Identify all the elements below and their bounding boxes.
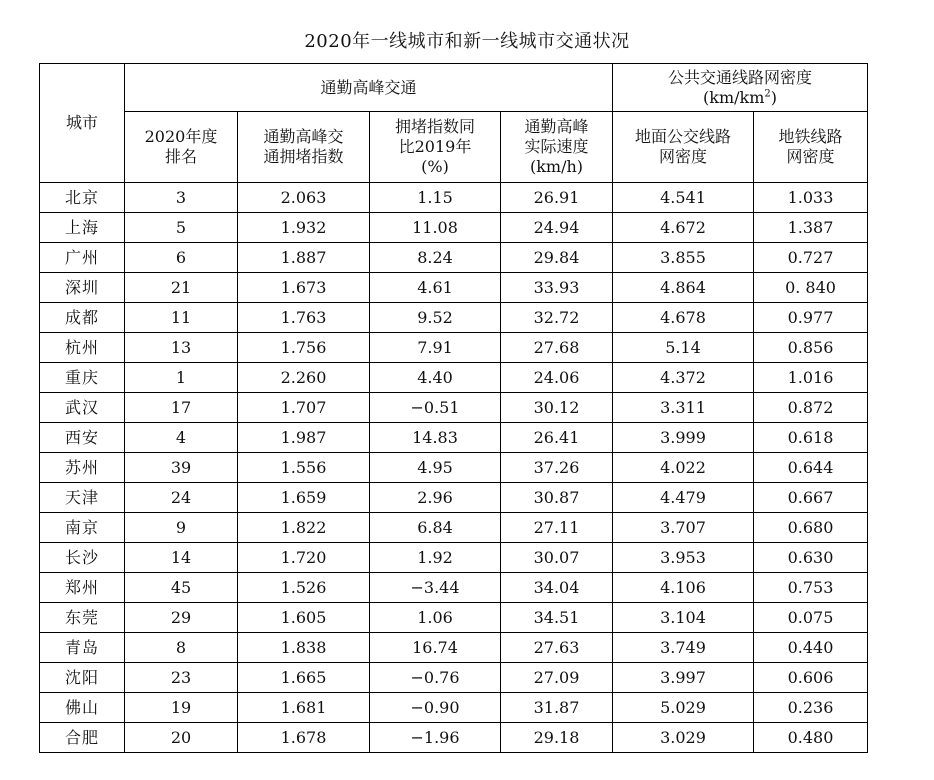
- header-row-columns: [40, 112, 868, 183]
- cell-speed: 34.51: [501, 603, 613, 633]
- cell-metro-density: 1.033: [754, 183, 868, 213]
- cell-bus-density: 4.678: [613, 303, 754, 333]
- header-speed: 通勤高峰 实际速度 (km/h): [501, 112, 613, 183]
- table-title: 2020年一线城市和新一线城市交通状况: [304, 31, 630, 52]
- traffic-table: [39, 63, 868, 753]
- table-row: [40, 303, 868, 333]
- header-metro-density: 地铁线路 网密度: [754, 112, 868, 183]
- header-rank: 2020年度 排名: [125, 112, 238, 183]
- table-row: [40, 633, 868, 663]
- cell-metro-density: 0.075: [754, 603, 868, 633]
- cell-rank: 21: [125, 273, 238, 303]
- cell-yoy-change: 4.61: [370, 273, 501, 303]
- cell-congestion-index: 1.526: [238, 573, 370, 603]
- table-row: [40, 513, 868, 543]
- cell-yoy-change: 6.84: [370, 513, 501, 543]
- cell-congestion-index: 1.673: [238, 273, 370, 303]
- cell-speed: 27.63: [501, 633, 613, 663]
- table-row: [40, 273, 868, 303]
- cell-metro-density: 0.606: [754, 663, 868, 693]
- table-row: [40, 603, 868, 633]
- table-row: [40, 363, 868, 393]
- cell-rank: 14: [125, 543, 238, 573]
- cell-rank: 5: [125, 213, 238, 243]
- cell-speed: 26.91: [501, 183, 613, 213]
- cell-bus-density: 4.672: [613, 213, 754, 243]
- cell-bus-density: 4.479: [613, 483, 754, 513]
- table-row: [40, 423, 868, 453]
- cell-yoy-change: 16.74: [370, 633, 501, 663]
- header-city: 城市: [40, 64, 125, 183]
- cell-city: 长沙: [40, 543, 125, 573]
- cell-bus-density: 4.541: [613, 183, 754, 213]
- cell-bus-density: 4.372: [613, 363, 754, 393]
- cell-metro-density: 0.440: [754, 633, 868, 663]
- table-row: [40, 573, 868, 603]
- cell-metro-density: 0.630: [754, 543, 868, 573]
- cell-rank: 8: [125, 633, 238, 663]
- cell-rank: 45: [125, 573, 238, 603]
- cell-yoy-change: −0.76: [370, 663, 501, 693]
- cell-congestion-index: 1.681: [238, 693, 370, 723]
- cell-bus-density: 3.707: [613, 513, 754, 543]
- cell-speed: 31.87: [501, 693, 613, 723]
- cell-yoy-change: 1.06: [370, 603, 501, 633]
- cell-speed: 29.18: [501, 723, 613, 753]
- header-commute-group: 通勤高峰交通: [125, 64, 613, 112]
- cell-speed: 26.41: [501, 423, 613, 453]
- cell-bus-density: 4.106: [613, 573, 754, 603]
- cell-metro-density: 1.016: [754, 363, 868, 393]
- cell-metro-density: 0.667: [754, 483, 868, 513]
- cell-yoy-change: 2.96: [370, 483, 501, 513]
- cell-metro-density: 0.727: [754, 243, 868, 273]
- cell-speed: 37.26: [501, 453, 613, 483]
- cell-city: 上海: [40, 213, 125, 243]
- cell-city: 北京: [40, 183, 125, 213]
- cell-congestion-index: 1.838: [238, 633, 370, 663]
- cell-rank: 3: [125, 183, 238, 213]
- cell-bus-density: 3.104: [613, 603, 754, 633]
- cell-yoy-change: 8.24: [370, 243, 501, 273]
- cell-bus-density: 3.855: [613, 243, 754, 273]
- cell-congestion-index: 1.887: [238, 243, 370, 273]
- cell-yoy-change: 11.08: [370, 213, 501, 243]
- cell-rank: 39: [125, 453, 238, 483]
- cell-metro-density: 1.387: [754, 213, 868, 243]
- cell-rank: 11: [125, 303, 238, 333]
- cell-bus-density: 3.749: [613, 633, 754, 663]
- cell-city: 南京: [40, 513, 125, 543]
- cell-speed: 33.93: [501, 273, 613, 303]
- cell-city: 苏州: [40, 453, 125, 483]
- header-bus-density: 地面公交线路 网密度: [613, 112, 754, 183]
- cell-rank: 20: [125, 723, 238, 753]
- cell-city: 沈阳: [40, 663, 125, 693]
- cell-yoy-change: 9.52: [370, 303, 501, 333]
- cell-metro-density: 0.644: [754, 453, 868, 483]
- cell-bus-density: 3.997: [613, 663, 754, 693]
- table-row: [40, 483, 868, 513]
- cell-bus-density: 3.999: [613, 423, 754, 453]
- cell-bus-density: 3.953: [613, 543, 754, 573]
- cell-speed: 24.06: [501, 363, 613, 393]
- cell-metro-density: 0.618: [754, 423, 868, 453]
- cell-speed: 30.12: [501, 393, 613, 423]
- cell-rank: 4: [125, 423, 238, 453]
- cell-city: 西安: [40, 423, 125, 453]
- table-row: [40, 333, 868, 363]
- cell-yoy-change: −0.51: [370, 393, 501, 423]
- cell-speed: 27.09: [501, 663, 613, 693]
- table-row: [40, 663, 868, 693]
- cell-rank: 9: [125, 513, 238, 543]
- cell-speed: 29.84: [501, 243, 613, 273]
- cell-metro-density: 0.872: [754, 393, 868, 423]
- cell-yoy-change: −0.90: [370, 693, 501, 723]
- cell-city: 佛山: [40, 693, 125, 723]
- cell-congestion-index: 2.063: [238, 183, 370, 213]
- cell-congestion-index: 1.932: [238, 213, 370, 243]
- cell-bus-density: 5.029: [613, 693, 754, 723]
- header-yoy-change: 拥堵指数同 比2019年 (%): [370, 112, 501, 183]
- table-row: [40, 453, 868, 483]
- cell-congestion-index: 1.678: [238, 723, 370, 753]
- cell-congestion-index: 1.822: [238, 513, 370, 543]
- cell-bus-density: 3.029: [613, 723, 754, 753]
- cell-city: 成都: [40, 303, 125, 333]
- cell-congestion-index: 1.987: [238, 423, 370, 453]
- cell-congestion-index: 1.763: [238, 303, 370, 333]
- cell-rank: 1: [125, 363, 238, 393]
- cell-city: 合肥: [40, 723, 125, 753]
- cell-city: 青岛: [40, 633, 125, 663]
- header-congestion-index: 通勤高峰交 通拥堵指数: [238, 112, 370, 183]
- cell-speed: 30.87: [501, 483, 613, 513]
- cell-city: 深圳: [40, 273, 125, 303]
- table-row: [40, 393, 868, 423]
- cell-congestion-index: 2.260: [238, 363, 370, 393]
- header-density-title: 公共交通线路网密度: [668, 67, 813, 87]
- cell-bus-density: 4.864: [613, 273, 754, 303]
- cell-rank: 19: [125, 693, 238, 723]
- cell-yoy-change: 1.92: [370, 543, 501, 573]
- header-row-group: [40, 64, 868, 112]
- cell-metro-density: 0.480: [754, 723, 868, 753]
- cell-bus-density: 4.022: [613, 453, 754, 483]
- cell-metro-density: 0.236: [754, 693, 868, 723]
- cell-rank: 17: [125, 393, 238, 423]
- cell-metro-density: 0.977: [754, 303, 868, 333]
- table-row: [40, 693, 868, 723]
- cell-congestion-index: 1.720: [238, 543, 370, 573]
- table-row: [40, 183, 868, 213]
- cell-yoy-change: −1.96: [370, 723, 501, 753]
- cell-city: 武汉: [40, 393, 125, 423]
- cell-metro-density: 0.753: [754, 573, 868, 603]
- header-density-unit: $(km/km^2)$: [703, 87, 778, 107]
- cell-congestion-index: 1.659: [238, 483, 370, 513]
- cell-speed: 27.68: [501, 333, 613, 363]
- cell-city: 天津: [40, 483, 125, 513]
- cell-city: 广州: [40, 243, 125, 273]
- cell-city: 东莞: [40, 603, 125, 633]
- cell-rank: 6: [125, 243, 238, 273]
- cell-congestion-index: 1.556: [238, 453, 370, 483]
- header-density-group: [613, 64, 868, 112]
- cell-speed: 27.11: [501, 513, 613, 543]
- cell-rank: 24: [125, 483, 238, 513]
- cell-metro-density: 0.680: [754, 513, 868, 543]
- cell-speed: 34.04: [501, 573, 613, 603]
- cell-congestion-index: 1.665: [238, 663, 370, 693]
- cell-yoy-change: 4.95: [370, 453, 501, 483]
- cell-rank: 29: [125, 603, 238, 633]
- table-row: [40, 543, 868, 573]
- cell-rank: 13: [125, 333, 238, 363]
- cell-yoy-change: 7.91: [370, 333, 501, 363]
- cell-metro-density: 0.856: [754, 333, 868, 363]
- cell-speed: 24.94: [501, 213, 613, 243]
- table-row: [40, 243, 868, 273]
- cell-rank: 23: [125, 663, 238, 693]
- cell-city: 杭州: [40, 333, 125, 363]
- cell-yoy-change: 14.83: [370, 423, 501, 453]
- cell-speed: 32.72: [501, 303, 613, 333]
- cell-congestion-index: 1.707: [238, 393, 370, 423]
- cell-yoy-change: −3.44: [370, 573, 501, 603]
- cell-speed: 30.07: [501, 543, 613, 573]
- cell-bus-density: 3.311: [613, 393, 754, 423]
- cell-congestion-index: 1.605: [238, 603, 370, 633]
- table-row: [40, 723, 868, 753]
- cell-bus-density: 5.14: [613, 333, 754, 363]
- cell-city: 郑州: [40, 573, 125, 603]
- cell-metro-density: 0. 840: [754, 273, 868, 303]
- cell-yoy-change: 1.15: [370, 183, 501, 213]
- cell-city: 重庆: [40, 363, 125, 393]
- table-row: [40, 213, 868, 243]
- cell-yoy-change: 4.40: [370, 363, 501, 393]
- cell-congestion-index: 1.756: [238, 333, 370, 363]
